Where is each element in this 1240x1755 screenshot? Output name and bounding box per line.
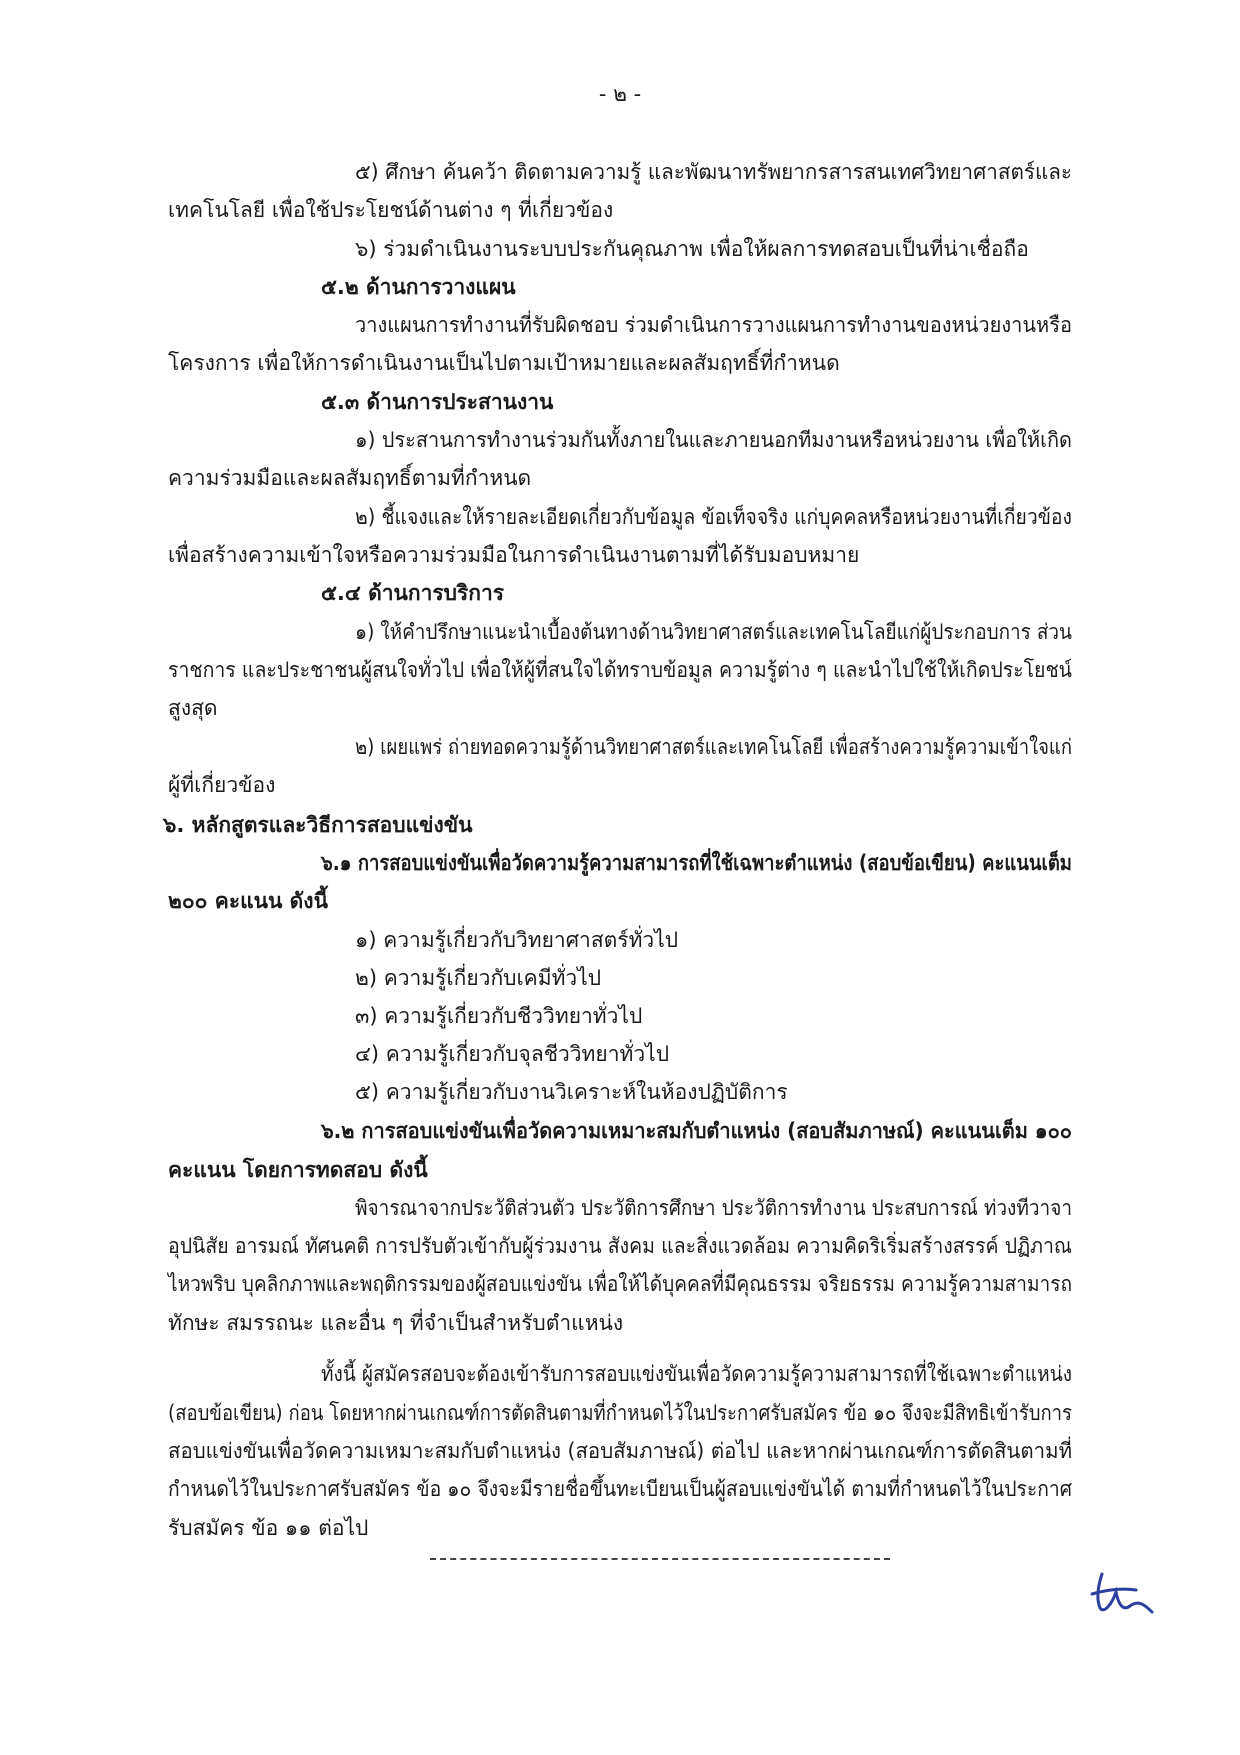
body-text-line: ผู้ที่เกี่ยวข้อง (168, 773, 276, 797)
end-divider (430, 1558, 890, 1560)
body-text-line: ๕) ศึกษา ค้นคว้า ติดตามความรู้ และพัฒนาทรัพยากรสารสนเทศวิทยาศาสตร์และ (355, 160, 1073, 184)
section-heading: ๕.๔ ด้านการบริการ (321, 581, 505, 605)
body-text-line: (สอบข้อเขียน) ก่อน โดยหากผ่านเกณฑ์การตัดสินตามที่กำหนดไว้ในประกาศรับสมัคร ข้อ ๑๐ จึงจะมีสิทธิเข้ารับการ (168, 1401, 1072, 1425)
body-text-line: ๓) ความรู้เกี่ยวกับชีววิทยาทั่วไป (355, 1004, 643, 1028)
body-text-line: วางแผนการทำงานที่รับผิดชอบ ร่วมดำเนินการวางแผนการทำงานของหน่วยงานหรือ (355, 313, 1072, 337)
section-heading: ๒๐๐ คะแนน ดังนี้ (168, 889, 328, 913)
section-heading: คะแนน โดยการทดสอบ ดังนี้ (168, 1158, 428, 1182)
body-text-line: ๖) ร่วมดำเนินงานระบบประกันคุณภาพ เพื่อให้ผลการทดสอบเป็นที่น่าเชื่อถือ (355, 237, 1029, 261)
body-text-line: ทักษะ สมรรถนะ และอื่น ๆ ที่จำเป็นสำหรับตำแหน่ง (168, 1311, 624, 1335)
body-text-line: ๑) ประสานการทำงานร่วมกันทั้งภายในและภายนอกทีมงานหรือหน่วยงาน เพื่อให้เกิด (355, 428, 1072, 452)
body-text-line: ทั้งนี้ ผู้สมัครสอบจะต้องเข้ารับการสอบแข่งขันเพื่อวัดความรู้ความสามารถที่ใช้เฉพาะตำแหน่ง (321, 1362, 1073, 1386)
body-text-line: ๑) ให้คำปรึกษาแนะนำเบื้องต้นทางด้านวิทยาศาสตร์และเทคโนโลยีแก่ผู้ประกอบการ ส่วน (355, 620, 1072, 644)
body-text-line: สอบแข่งขันเพื่อวัดความเหมาะสมกับตำแหน่ง (สอบสัมภาษณ์) ต่อไป และหากผ่านเกณฑ์การตัดสินตามที่ (168, 1439, 1073, 1463)
page-number: - ๒ - (598, 82, 642, 106)
body-text-line: พิจารณาจากประวัติส่วนตัว ประวัติการศึกษา ประวัติการทำงาน ประสบการณ์ ท่วงทีวาจา (355, 1196, 1073, 1220)
section-heading: ๖.๑ การสอบแข่งขันเพื่อวัดความรู้ความสามารถที่ใช้เฉพาะตำแหน่ง (สอบข้อเขียน) คะแนนเต็ม (321, 851, 1072, 875)
section-heading: ๕.๓ ด้านการประสานงาน (321, 390, 554, 414)
body-text-line: โครงการ เพื่อให้การดำเนินงานเป็นไปตามเป้าหมายและผลสัมฤทธิ์ที่กำหนด (168, 351, 840, 375)
body-text-line: เทคโนโลยี เพื่อใช้ประโยชน์ด้านต่าง ๆ ที่เกี่ยวข้อง (168, 198, 614, 222)
body-text-line: ๒) เผยแพร่ ถ่ายทอดความรู้ด้านวิทยาศาสตร์และเทคโนโลยี เพื่อสร้างความรู้ความเข้าใจแก่ (355, 735, 1073, 759)
body-text-line: เพื่อสร้างความเข้าใจหรือความร่วมมือในการดำเนินงานตามที่ได้รับมอบหมาย (168, 543, 860, 567)
body-text-line: รับสมัคร ข้อ ๑๑ ต่อไป (168, 1516, 369, 1540)
body-text-line: ๒) ความรู้เกี่ยวกับเคมีทั่วไป (355, 966, 602, 990)
body-text-line: ความร่วมมือและผลสัมฤทธิ์ตามที่กำหนด (168, 466, 532, 490)
body-text-line: ๕) ความรู้เกี่ยวกับงานวิเคราะห์ในห้องปฏิบัติการ (355, 1080, 788, 1104)
body-text-line: ไหวพริบ บุคลิกภาพและพฤติกรรมของผู้สอบแข่งขัน เพื่อให้ได้บุคคลที่มีคุณธรรม จริยธรรม ความรู้ความสามารถ (168, 1272, 1073, 1296)
body-text-line: ราชการ และประชาชนผู้สนใจทั่วไป เพื่อให้ผู้ที่สนใจได้ทราบข้อมูล ความรู้ต่าง ๆ และนำไปใช้ให้เกิดประโยชน์ (168, 658, 1072, 682)
body-text-line: สูงสุด (168, 696, 218, 720)
body-text-line: ๒) ชี้แจงและให้รายละเอียดเกี่ยวกับข้อมูล ข้อเท็จจริง แก่บุคคลหรือหน่วยงานที่เกี่ยวข้อง (355, 505, 1072, 529)
section-heading: ๕.๒ ด้านการวางแผน (321, 275, 516, 299)
section-heading: ๖.๒ การสอบแข่งขันเพื่อวัดความเหมาะสมกับตำแหน่ง (สอบสัมภาษณ์) คะแนนเต็ม ๑๐๐ (321, 1119, 1072, 1143)
signature-initial-icon (1086, 1568, 1162, 1618)
body-text-line: ๑) ความรู้เกี่ยวกับวิทยาศาสตร์ทั่วไป (355, 928, 679, 952)
section-heading: ๖. หลักสูตรและวิธีการสอบแข่งขัน (163, 813, 473, 837)
body-text-line: กำหนดไว้ในประกาศรับสมัคร ข้อ ๑๐ จึงจะมีรายชื่อขึ้นทะเบียนเป็นผู้สอบแข่งขันได้ ตามที่กำหนดไว้ในประกาศ (168, 1477, 1073, 1501)
body-text-line: ๔) ความรู้เกี่ยวกับจุลชีววิทยาทั่วไป (355, 1042, 670, 1066)
body-text-line: อุปนิสัย อารมณ์ ทัศนคติ การปรับตัวเข้ากับผู้ร่วมงาน สังคม และสิ่งแวดล้อม ความคิดริเริ่มสร้างสรรค์ ปฏิภาณ (168, 1234, 1072, 1258)
